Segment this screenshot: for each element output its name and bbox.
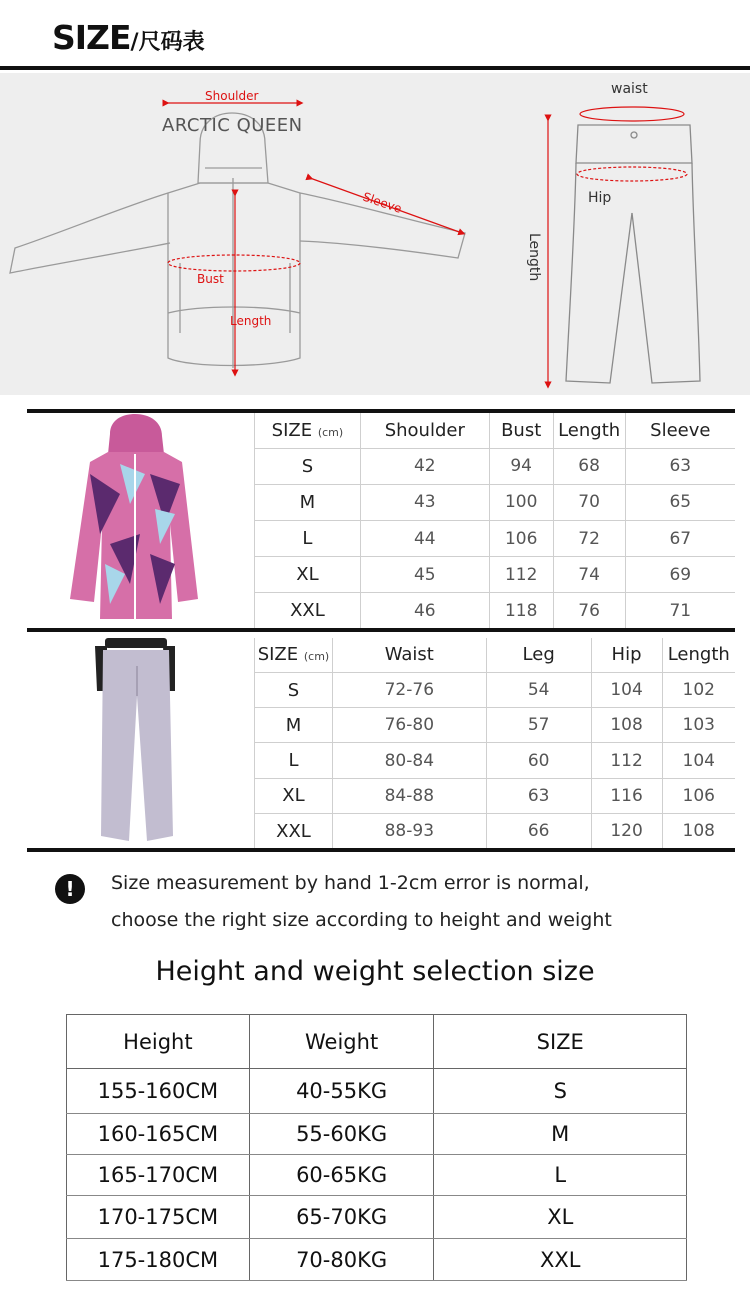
height-cell: 165-170CM [67, 1155, 250, 1196]
table-row [67, 1155, 687, 1196]
pants-icon [85, 636, 185, 846]
table-row [255, 778, 736, 813]
table-row [255, 708, 736, 743]
size-cell: M [255, 708, 333, 743]
table-cell: 66 [486, 814, 591, 848]
column-header: Height [67, 1015, 250, 1069]
column-header: Shoulder [360, 413, 489, 448]
sleeve-label: Sleeve [361, 189, 404, 216]
header-divider [0, 66, 750, 70]
weight-cell: 60-65KG [249, 1155, 434, 1196]
exclamation-icon: ! [55, 874, 85, 904]
size-cell: L [255, 520, 361, 556]
table-row [255, 672, 736, 707]
table-cell: 118 [489, 593, 553, 628]
table-cell: 108 [591, 708, 662, 743]
table-row [67, 1114, 687, 1155]
size-cell: XL [255, 557, 361, 593]
table-cell: 100 [489, 484, 553, 520]
table-cell: 63 [486, 778, 591, 813]
table-row [255, 743, 736, 778]
table-cell: 71 [625, 593, 735, 628]
pants-length-label: Length [526, 233, 542, 282]
size-cell: S [434, 1069, 687, 1114]
table-cell: 43 [360, 484, 489, 520]
size-header: SIZE (cm) [255, 413, 361, 448]
table-cell: 108 [662, 814, 735, 848]
table-row [255, 814, 736, 848]
weight-cell: 55-60KG [249, 1114, 434, 1155]
column-header: Weight [249, 1015, 434, 1069]
table-cell: 68 [553, 448, 625, 484]
height-cell: 160-165CM [67, 1114, 250, 1155]
size-cell: S [255, 448, 361, 484]
size-cell: M [434, 1114, 687, 1155]
size-cell: XL [434, 1196, 687, 1239]
bust-label: Bust [197, 272, 224, 286]
table-row [67, 1069, 687, 1114]
height-cell: 155-160CM [67, 1069, 250, 1114]
table-cell: 69 [625, 557, 735, 593]
jacket-outline [10, 113, 465, 368]
table-cell: 74 [553, 557, 625, 593]
height-cell: 170-175CM [67, 1196, 250, 1239]
column-header: Hip [591, 638, 662, 672]
table-cell: 76-80 [332, 708, 486, 743]
hip-label: Hip [588, 190, 612, 206]
table-cell: 54 [486, 672, 591, 707]
pants-table-bottom-rule [27, 848, 735, 852]
page-title: SIZE/尺码表 [52, 18, 205, 57]
jacket-thumbnail [60, 414, 220, 628]
size-cell: L [255, 743, 333, 778]
note-line-2: choose the right size according to height and weight [111, 909, 612, 931]
column-header: Waist [332, 638, 486, 672]
table-row [255, 448, 736, 484]
waist-label: waist [611, 81, 648, 97]
size-cell: M [255, 484, 361, 520]
table-cell: 44 [360, 520, 489, 556]
table-cell: 57 [486, 708, 591, 743]
table-row [67, 1239, 687, 1281]
jacket-size-table [254, 413, 735, 628]
table-cell: 80-84 [332, 743, 486, 778]
size-cell: S [255, 672, 333, 707]
size-cell: XXL [434, 1239, 687, 1281]
brand-watermark: ARCTIC QUEEN [162, 115, 303, 136]
pants-outline [566, 125, 700, 383]
length-label: Length [230, 314, 272, 328]
table-cell: 116 [591, 778, 662, 813]
pants-table-top-rule [27, 628, 735, 632]
table-cell: 72 [553, 520, 625, 556]
table-header-row [67, 1015, 687, 1069]
table-cell: 102 [662, 672, 735, 707]
hw-section-title: Height and weight selection size [155, 956, 595, 987]
table-cell: 72-76 [332, 672, 486, 707]
table-header-row [255, 638, 736, 672]
pants-measure-lines [548, 107, 687, 385]
shoulder-label: Shoulder [205, 89, 259, 103]
table-cell: 104 [662, 743, 735, 778]
pants-size-table [254, 638, 735, 848]
table-cell: 65 [625, 484, 735, 520]
table-cell: 106 [662, 778, 735, 813]
table-cell: 76 [553, 593, 625, 628]
size-cell: XL [255, 778, 333, 813]
table-cell: 63 [625, 448, 735, 484]
table-cell: 42 [360, 448, 489, 484]
table-cell: 112 [591, 743, 662, 778]
table-row [255, 484, 736, 520]
height-cell: 175-180CM [67, 1239, 250, 1281]
weight-cell: 70-80KG [249, 1239, 434, 1281]
column-header: Bust [489, 413, 553, 448]
table-row [67, 1196, 687, 1239]
size-cell: L [434, 1155, 687, 1196]
table-cell: 94 [489, 448, 553, 484]
table-header-row [255, 413, 736, 448]
table-cell: 120 [591, 814, 662, 848]
note-line-1: Size measurement by hand 1-2cm error is normal, [111, 872, 590, 894]
garment-diagram [0, 73, 750, 395]
column-header: Leg [486, 638, 591, 672]
size-header: SIZE (cm) [255, 638, 333, 672]
table-cell: 112 [489, 557, 553, 593]
measurement-illustration [0, 73, 750, 395]
table-cell: 67 [625, 520, 735, 556]
table-row [255, 557, 736, 593]
table-cell: 84-88 [332, 778, 486, 813]
page-subtitle: /尺码表 [130, 30, 205, 55]
size-cell: XXL [255, 814, 333, 848]
table-cell: 88-93 [332, 814, 486, 848]
jacket-icon [60, 414, 220, 628]
column-header: Length [662, 638, 735, 672]
column-header: Length [553, 413, 625, 448]
column-header: SIZE [434, 1015, 687, 1069]
table-cell: 104 [591, 672, 662, 707]
jacket-measure-lines [166, 103, 462, 373]
size-cell: XXL [255, 593, 361, 628]
table-cell: 45 [360, 557, 489, 593]
table-cell: 46 [360, 593, 489, 628]
table-row [255, 520, 736, 556]
pants-thumbnail [85, 636, 185, 846]
table-cell: 60 [486, 743, 591, 778]
table-cell: 70 [553, 484, 625, 520]
table-cell: 106 [489, 520, 553, 556]
table-cell: 103 [662, 708, 735, 743]
weight-cell: 65-70KG [249, 1196, 434, 1239]
table-row [255, 593, 736, 628]
height-weight-table [66, 1014, 687, 1281]
column-header: Sleeve [625, 413, 735, 448]
weight-cell: 40-55KG [249, 1069, 434, 1114]
